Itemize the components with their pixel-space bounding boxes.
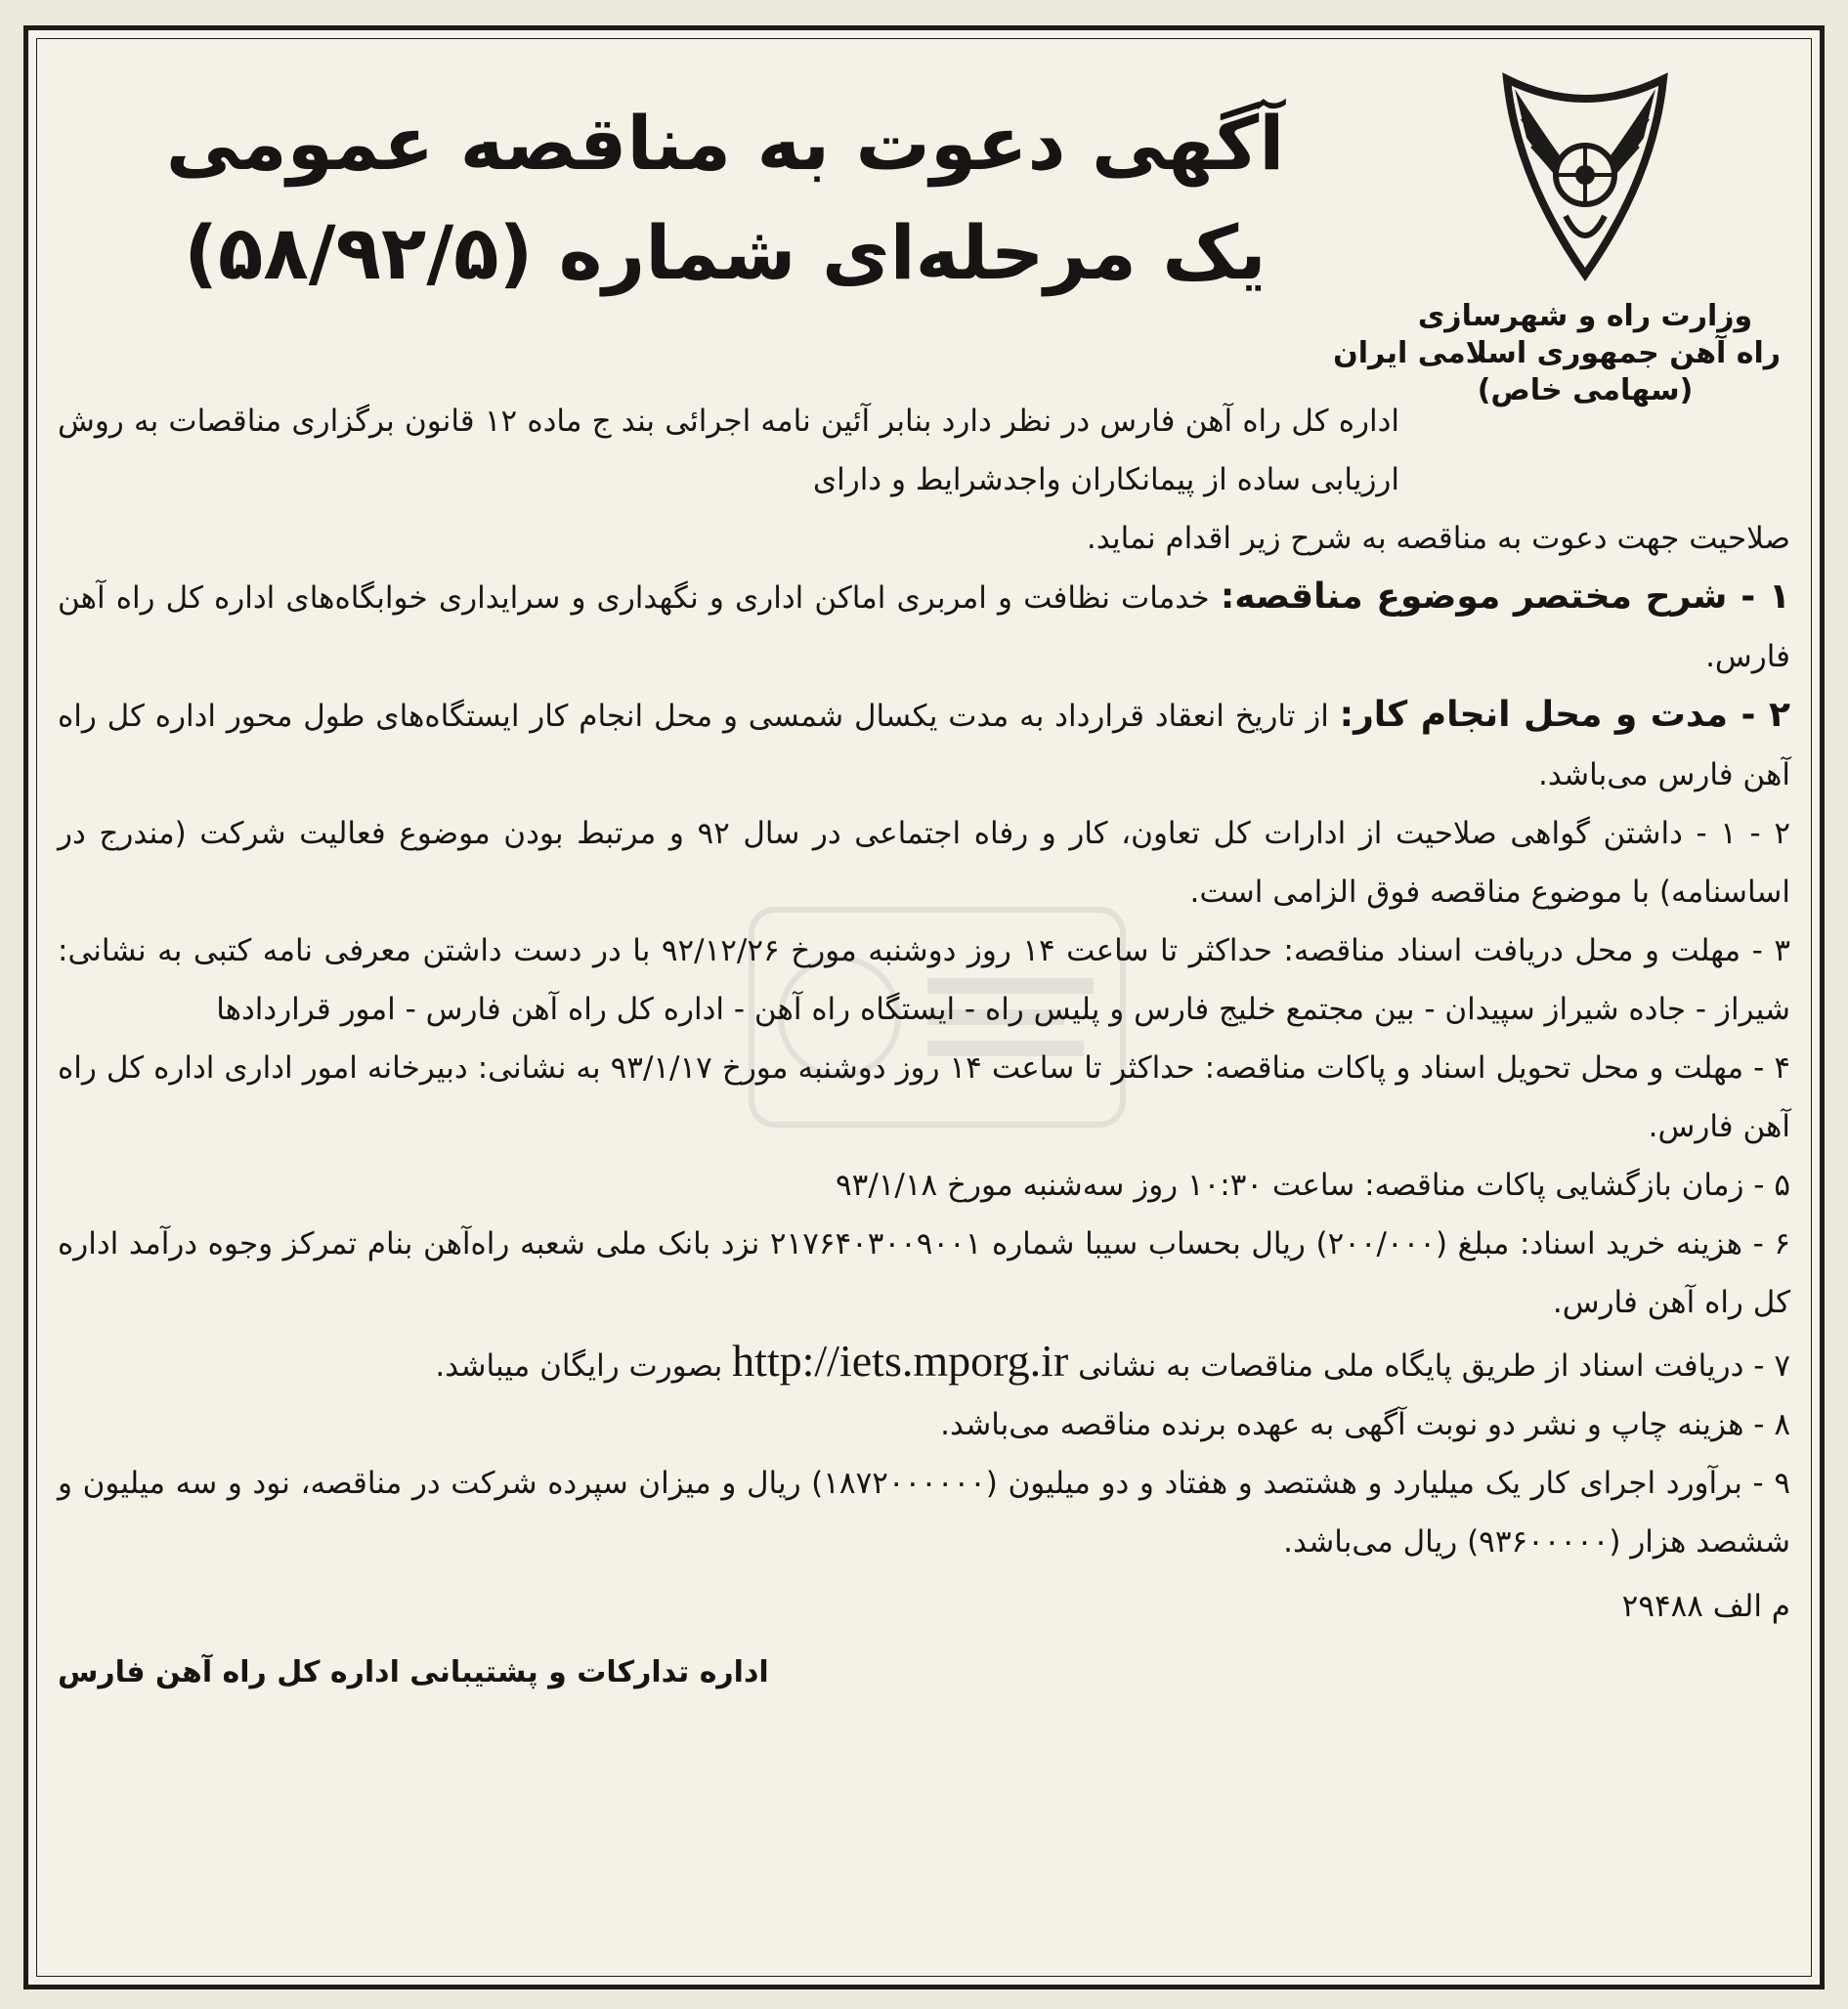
item-2-text: از تاریخ انعقاد قرارداد به مدت یکسال شمسی و محل انجام کار ایستگاه‌های طول محور اداره کل راه آهن فارس می‌باشد. xyxy=(58,699,1790,792)
tender-portal-url: http://iets.mporg.ir xyxy=(732,1336,1069,1386)
notice-title xyxy=(90,89,1360,308)
notice-frame xyxy=(23,25,1825,1989)
title-line-2: یک مرحله‌ای شماره (۵۸/۹۲/۵) xyxy=(184,209,1267,296)
ministry-name: وزارت راه و شهرسازی xyxy=(1417,299,1753,333)
item-1-text: خدمات نظافت و امربری اماکن اداری و نگهداری و سرایداری خوابگاه‌های اداره کل راه آهن فارس. xyxy=(58,580,1790,674)
intro-paragraph: اداره کل راه آهن فارس در نظر دارد بنابر آئین نامه اجرائی بند ج ماده ۱۲ قانون برگزاری مناقصات به روش ارزیابی ساده از پیمانکاران واجدشرایط و دارای xyxy=(58,404,1399,497)
item-9: ۹ - برآورد اجرای کار یک میلیارد و هشتصد و هفتاد و دو میلیون (۱۸۷۲۰۰۰۰۰۰) ریال و میزان سپرده شرکت در مناقصه، نود و سه میلیون و ششصد هزار (۹۳۶۰۰۰۰۰) ریال می‌باشد. xyxy=(58,1466,1790,1560)
railway-company-name: راه آهن جمهوری اسلامی ایران xyxy=(1333,336,1781,370)
item-3: ۳ - مهلت و محل دریافت اسناد مناقصه: حداکثر تا ساعت ۱۴ روز دوشنبه مورخ ۹۲/۱۲/۲۶ با در دست داشتن معرفی نامه کتبی به نشانی: شیراز - جاده شیراز سپیدان - بین مجتمع خلیج فارس و پلیس راه - ایستگاه راه آهن - اداره کل راه آهن فارس - امور قراردادها xyxy=(58,933,1790,1027)
ministry-header xyxy=(1333,60,1781,409)
notice-body xyxy=(58,392,1790,1700)
signature-department: اداره تدارکات و پشتیبانی اداره کل راه آهن فارس xyxy=(58,1655,769,1689)
item-7-text-after: بصورت رایگان میباشد. xyxy=(435,1348,733,1384)
item-2-1: ۲ - ۱ - داشتن گواهی صلاحیت از ادارات کل تعاون، کار و رفاه اجتماعی در سال ۹۲ و مرتبط بودن موضوع فعالیت شرکت (مندرج در اساسنامه) با موضوع مناقصه فوق الزامی است. xyxy=(58,816,1791,910)
item-2 xyxy=(58,686,1790,804)
item-2-lead: ۲ - مدت و محل انجام کار: xyxy=(1339,695,1790,735)
railway-winged-emblem-icon xyxy=(1487,60,1683,284)
item-1-lead: ۱ - شرح مختصر موضوع مناقصه: xyxy=(1220,577,1790,617)
company-type: (سهامی خاص) xyxy=(1477,373,1694,407)
item-7-text-before: ۷ - دریافت اسناد از طریق پایگاه ملی مناقصات به نشانی xyxy=(1068,1348,1790,1384)
title-line-1: آگهی دعوت به مناقصه عمومی xyxy=(165,100,1285,187)
item-7 xyxy=(58,1332,1790,1395)
reference-number: م الف ۲۹۴۸۸ xyxy=(1621,1589,1790,1624)
item-8: ۸ - هزینه چاپ و نشر دو نوبت آگهی به عهده برنده مناقصه می‌باشد. xyxy=(940,1407,1790,1442)
item-4: ۴ - مهلت و محل تحویل اسناد و پاکات مناقصه: حداکثر تا ساعت ۱۴ روز دوشنبه مورخ ۹۳/۱/۱۷ به نشانی: دبیرخانه امور اداری اداره کل راه آهن فارس. xyxy=(58,1050,1790,1144)
intro-tail: صلاحیت جهت دعوت به مناقصه به شرح زیر اقدام نماید. xyxy=(1086,521,1790,556)
item-5: ۵ - زمان بازگشایی پاکات مناقصه: ساعت ۱۰:۳۰ روز سه‌شنبه مورخ ۹۳/۱/۱۸ xyxy=(836,1168,1790,1203)
item-1 xyxy=(58,568,1790,686)
item-6: ۶ - هزینه خرید اسناد: مبلغ (۲۰۰/۰۰۰) ریال بحساب سیبا شماره ۲۱۷۶۴۰۳۰۰۹۰۰۱ نزد بانک ملی شعبه راه‌آهن بنام تمرکز وجوه درآمد اداره کل راه آهن فارس. xyxy=(58,1226,1790,1320)
